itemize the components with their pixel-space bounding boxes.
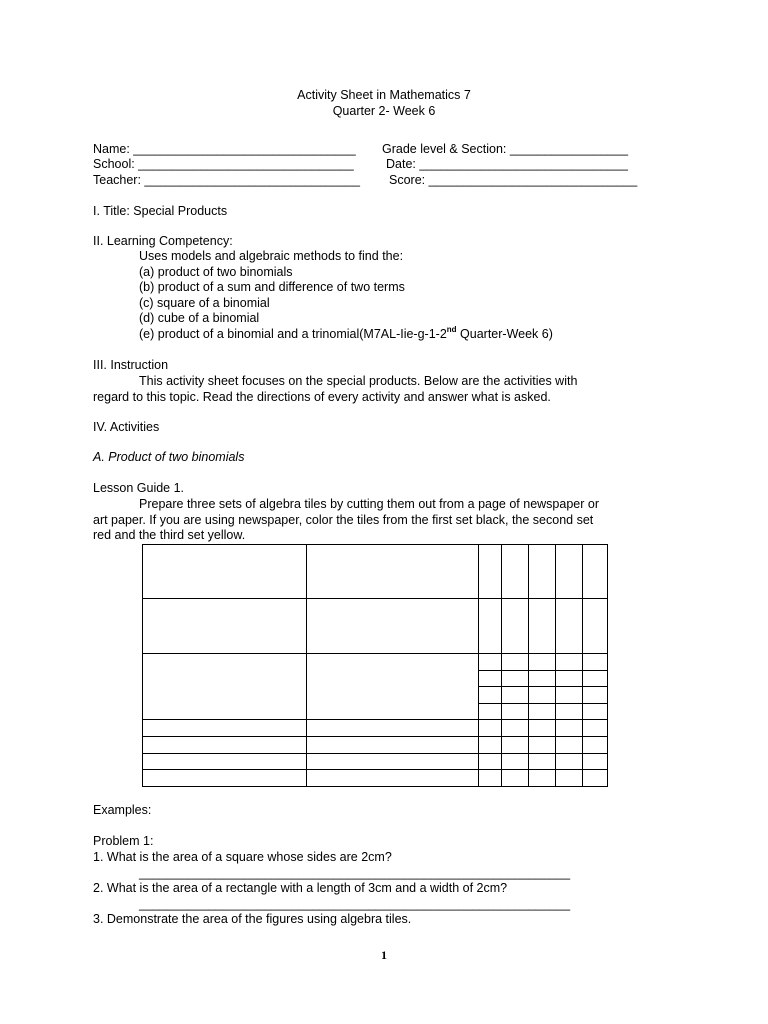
competency-item-c: (c) square of a binomial (139, 296, 270, 310)
school-field[interactable]: School: _______________________________ (93, 157, 354, 171)
competency-intro: Uses models and algebraic methods to find the: (139, 249, 404, 263)
lesson-guide-line-1: Prepare three sets of algebra tiles by cutting them out from a page of newspaper or (139, 497, 599, 511)
section-title-heading: I. Title: Special Products (93, 204, 228, 218)
score-field[interactable]: Score: ______________________________ (389, 173, 638, 187)
question-1: 1. What is the area of a square whose sides are 2cm? (93, 850, 392, 864)
competency-item-e-text: (e) product of a binomial and a trinomial(M7AL-Iie-g-1-2 (139, 327, 447, 341)
page-subtitle: Quarter 2- Week 6 (332, 104, 436, 118)
lesson-guide-heading: Lesson Guide 1. (93, 481, 185, 495)
page-number: 1 (381, 948, 387, 962)
instruction-line-2: regard to this topic. Read the directions of every activity and answer what is asked. (93, 390, 551, 404)
lesson-guide-line-2: art paper. If you are using newspaper, color the tiles from the first set black, the second set (93, 513, 594, 527)
page-title: Activity Sheet in Mathematics 7 (297, 88, 471, 102)
teacher-field[interactable]: Teacher: _______________________________ (93, 173, 360, 187)
date-field[interactable]: Date: ______________________________ (386, 157, 628, 171)
competency-heading: II. Learning Competency: (93, 234, 233, 248)
question-2: 2. What is the area of a rectangle with a length of 3cm and a width of 2cm? (93, 881, 508, 895)
grade-section-field[interactable]: Grade level & Section: _________________ (382, 142, 629, 156)
problem-heading: Problem 1: (93, 834, 154, 848)
instruction-heading: III. Instruction (93, 358, 169, 372)
competency-item-d: (d) cube of a binomial (139, 311, 260, 325)
competency-item-e-end: Quarter-Week 6) (456, 327, 553, 341)
examples-heading: Examples: (93, 803, 152, 817)
competency-item-b: (b) product of a sum and difference of two terms (139, 280, 405, 294)
name-field[interactable]: Name: ________________________________ (93, 142, 356, 156)
answer-line-1[interactable]: ______________________________________________________________ (139, 866, 571, 880)
activities-heading: IV. Activities (93, 420, 160, 434)
competency-item-a: (a) product of two binomials (139, 265, 293, 279)
activity-a-heading: A. Product of two binomials (93, 450, 245, 464)
answer-line-2[interactable]: ______________________________________________________________ (139, 897, 571, 911)
grid-outer-border (143, 545, 608, 787)
instruction-line-1: This activity sheet focuses on the special products. Below are the activities with (139, 374, 578, 388)
question-3: 3. Demonstrate the area of the figures using algebra tiles. (93, 912, 412, 926)
competency-item-e-sup: nd (446, 325, 457, 334)
lesson-guide-line-3: red and the third set yellow. (93, 528, 246, 542)
